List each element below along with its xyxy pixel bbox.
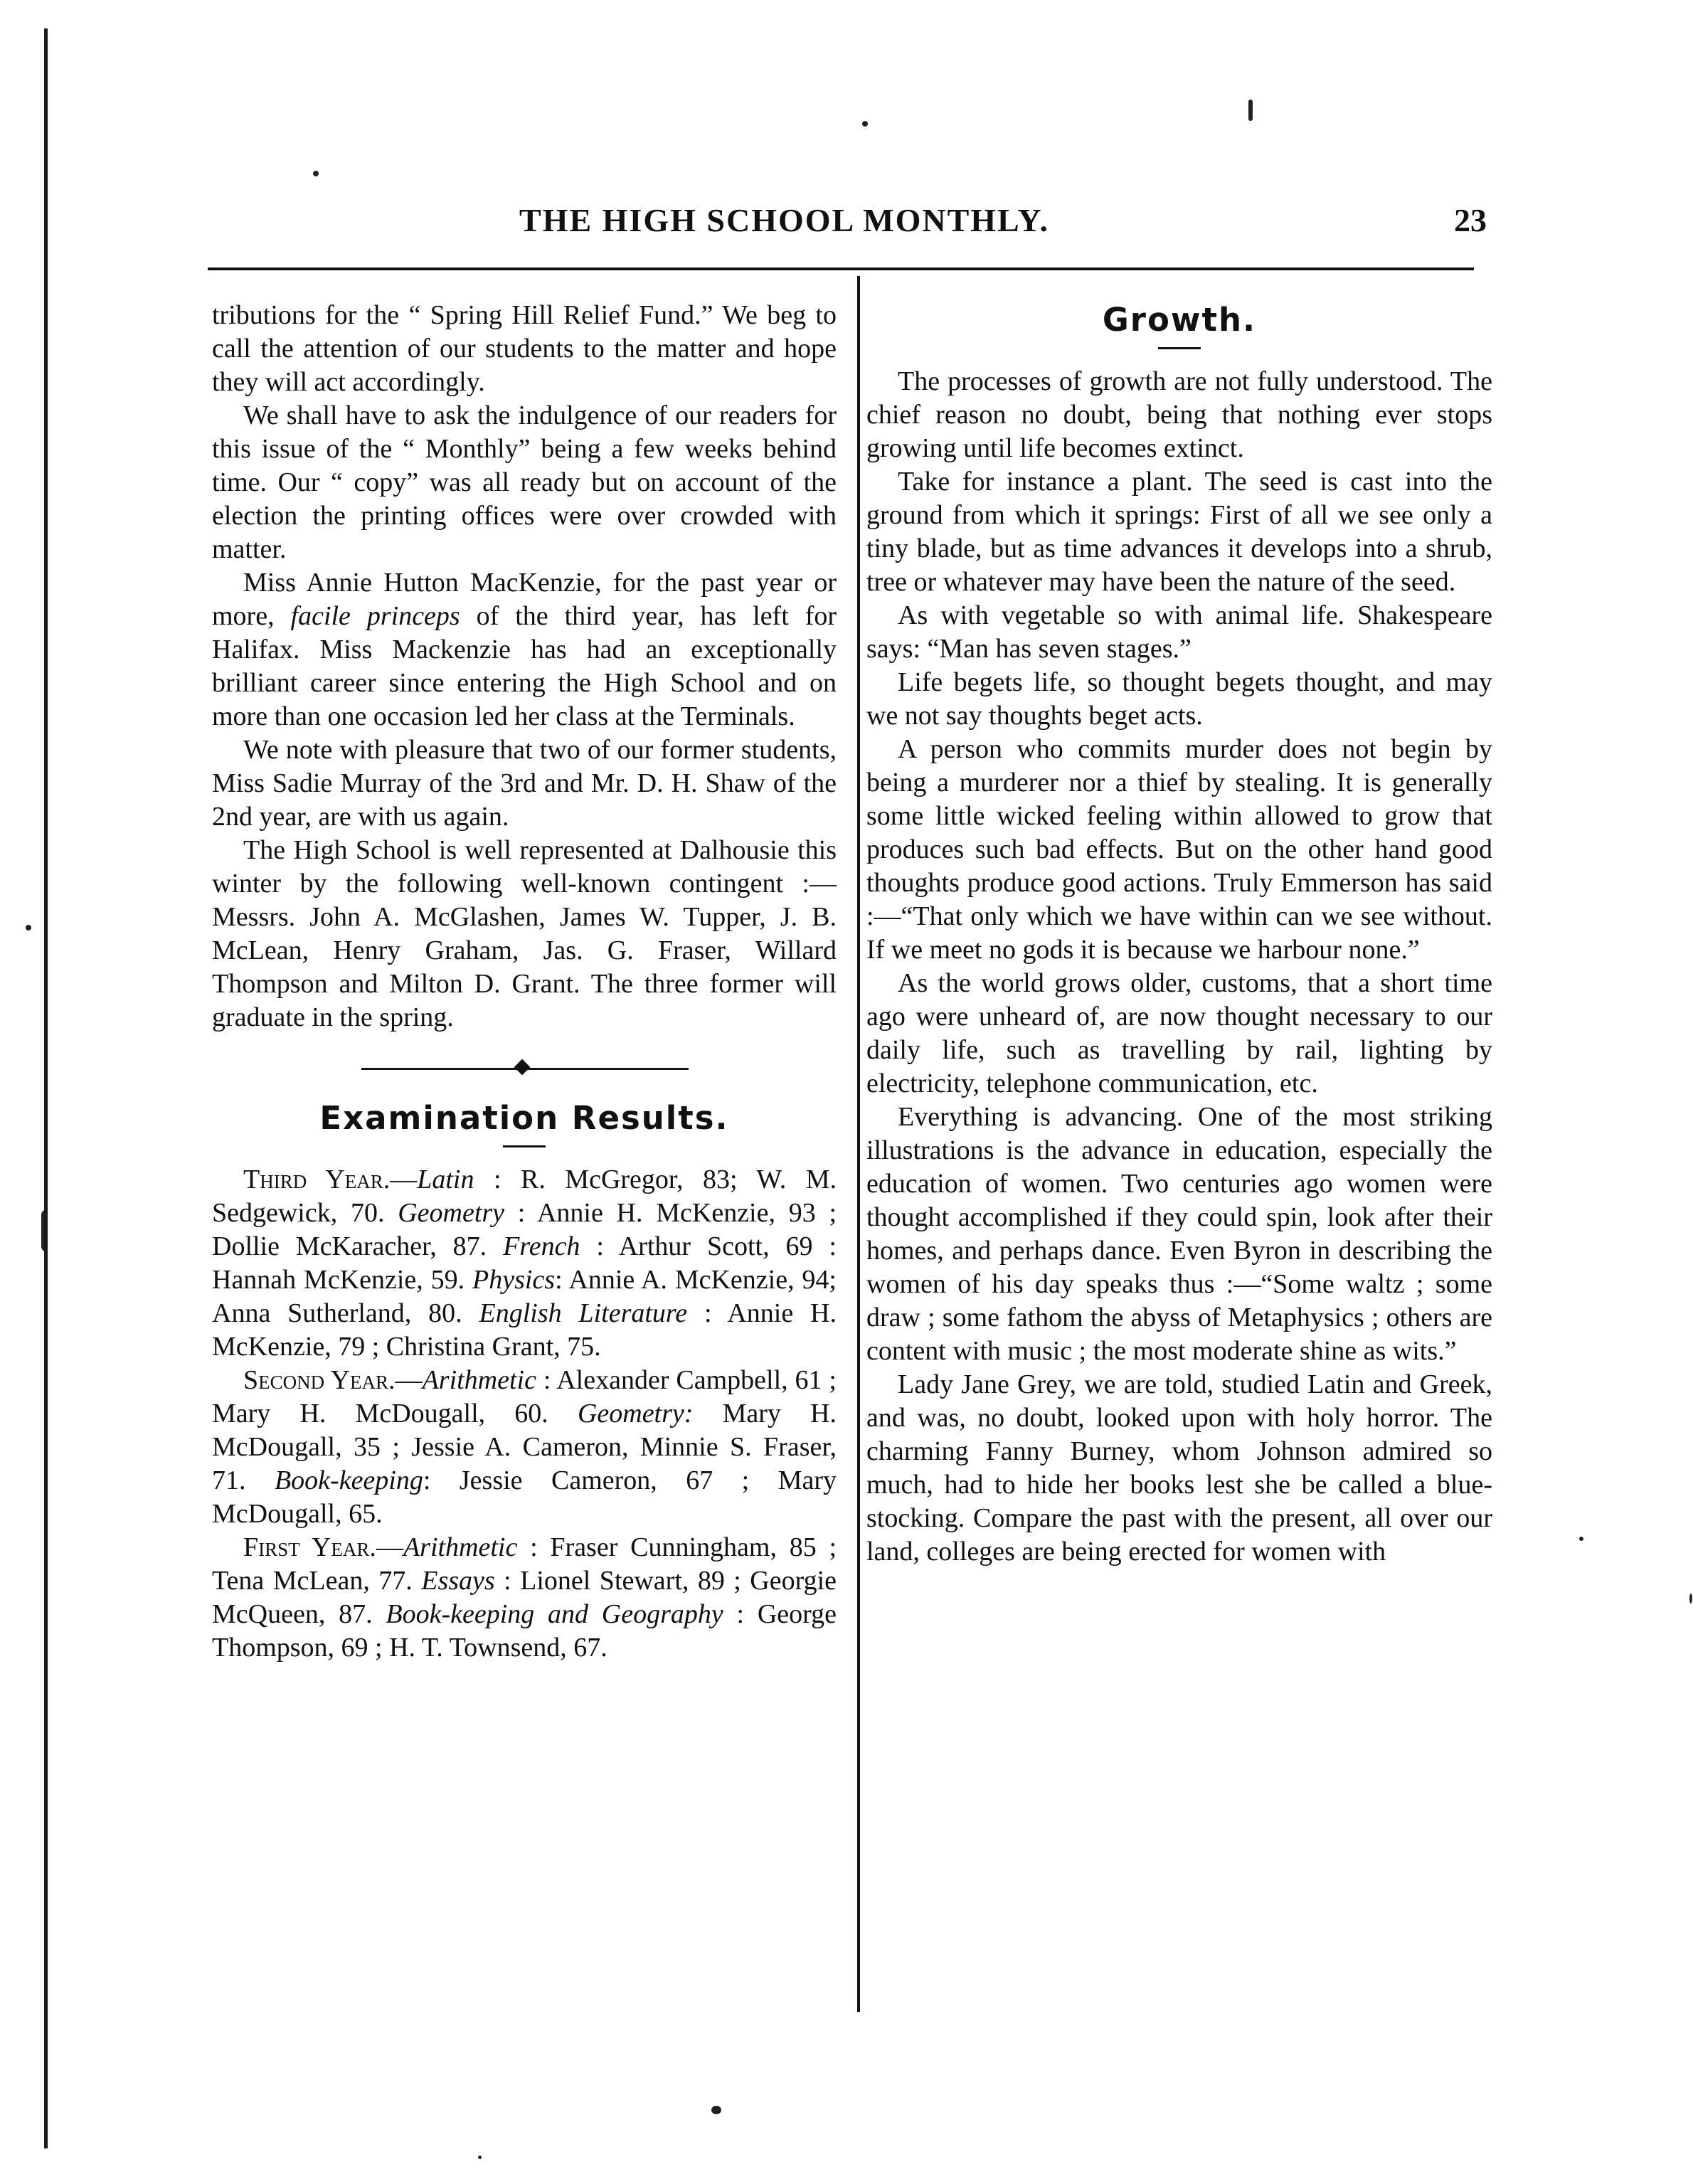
running-head: THE HIGH SCHOOL MONTHLY.: [519, 202, 1050, 238]
column-rule: [857, 276, 860, 2012]
paragraph: Lady Jane Grey, we are told, studied Latin and Greek, and was, no doubt, looked upon with holy horror. The charming Fanny Burney, whom Johnson admired so much, had to hide her books lest she be called a blue-stocking. Compare the past with the present, all over our land, colleges are being erected for women with: [866, 1369, 1492, 1567]
paragraph: We note with pleasure that two of our former students, Miss Sadie Murray of the 3rd and Mr. D. H. Shaw of the 2nd year, are with us again.: [212, 735, 837, 832]
scan-speck: [313, 171, 319, 176]
title-dash: [503, 1145, 546, 1147]
paragraph: Life begets life, so thought begets thought, and may we not say thoughts beget acts.: [866, 667, 1492, 731]
page-number: 23: [1454, 202, 1487, 238]
paragraph: Everything is advancing. One of the most striking illustrations is the advance in education, especially the education of women. Two centuries ago women were thought accomplished if they could spin, look after their homes, and perhaps dance. Even Byron in describing the women of his day speaks thus :—“Some waltz ; some draw ; some fathom the abyss of Metaphysics ; others are content with music ; the most moderate shine as wits.”: [866, 1102, 1492, 1366]
section-title-growth: Growth.: [1102, 301, 1257, 339]
exam-results: [212, 1163, 837, 1665]
second-year-results: Second Year.—Arithmetic : Alexander Campbell, 61 ; Mary H. McDougall, 60. Geometry: Mary H. McDougall, 35 ; Jessie A. Cameron, Minnie S. Fraser, 71. Book-keeping: Jessie Cameron, 67 ; Mary McDougall, 65.: [212, 1365, 837, 1529]
scan-speck: [1579, 1537, 1583, 1541]
section-divider: [212, 1054, 837, 1083]
paragraph: The processes of growth are not fully understood. The chief reason no doubt, being that nothing ever stops growing until life becomes extinct.: [866, 366, 1492, 463]
left-column: [212, 299, 837, 1665]
scan-speck: [862, 121, 868, 127]
paragraph: The High School is well represented at Dalhousie this winter by the following well-known contingent :—Messrs. John A. McGlashen, James W. Tupper, J. B. McLean, Henry Graham, Jas. G. Fraser, Willard Thompson and Milton D. Grant. The three former will graduate in the spring.: [212, 835, 837, 1032]
paragraph: tributions for the “ Spring Hill Relief Fund.” We beg to call the attention of our students to the matter and hope they will act accordingly.: [212, 300, 837, 397]
third-year-results: Third Year.—Latin : R. McGregor, 83; W. M. Sedgewick, 70. Geometry : Annie H. McKenzie, 93 ; Dollie McKaracher, 87. French : Arthur Scott, 69 : Hannah McKenzie, 59. Physics: Annie A. McKenzie, 94; Anna Sutherland, 80. English Literature : Annie H. McKenzie, 79 ; Christina Grant, 75.: [212, 1165, 837, 1362]
scan-speck: [1689, 1594, 1692, 1603]
title-dash: [1158, 347, 1201, 349]
paragraph: As with vegetable so with animal life. Shakespeare says: “Man has seven stages.”: [866, 600, 1492, 664]
scan-speck: [711, 2106, 721, 2114]
scan-speck: [1248, 100, 1253, 121]
paragraph: Take for instance a plant. The seed is cast into the ground from which it springs: First of all we see only a tiny blade, but as time advances it develops into a shrub, tree or whatever may have been the nature of the seed.: [866, 467, 1492, 597]
header-rule: [208, 267, 1474, 270]
paragraph: Miss Annie Hutton MacKenzie, for the past year or more, facile princeps of the third year, has left for Halifax. Miss Mackenzie has had an exceptionally brilliant career since entering the High School and on more than one occasion led her class at the Terminals.: [212, 568, 837, 731]
section-title-examination: Examination Results.: [319, 1099, 729, 1137]
paragraph: We shall have to ask the indulgence of our readers for this issue of the “ Monthly” being a few weeks behind time. Our “ copy” was all ready but on account of the election the printing offices were over crowded with matter.: [212, 401, 837, 564]
binding-edge: [44, 28, 48, 2148]
binding-mark: [41, 1209, 54, 1252]
paragraph: As the world grows older, customs, that a short time ago were unheard of, are now thought necessary to our daily life, such as travelling by rail, lighting by electricity, telephone communication, etc.: [866, 968, 1492, 1098]
scan-speck: [478, 2156, 482, 2159]
paragraph: A person who commits murder does not begin by being a murderer nor a thief by stealing. It is generally some little wicked feeling within allowed to grow that produces such bad effects. But on the other hand good thoughts produce good actions. Truly Emmerson has said :—“That only which we have within can we see without. If we meet no gods it is because we harbour none.”: [866, 734, 1492, 965]
scan-speck: [26, 925, 31, 931]
right-column: [866, 299, 1492, 1569]
first-year-results: First Year.—Arithmetic : Fraser Cunningham, 85 ; Tena McLean, 77. Essays : Lionel Stewart, 89 ; Georgie McQueen, 87. Book-keeping and Geography : George Thompson, 69 ; H. T. Townsend, 67.: [212, 1532, 837, 1663]
